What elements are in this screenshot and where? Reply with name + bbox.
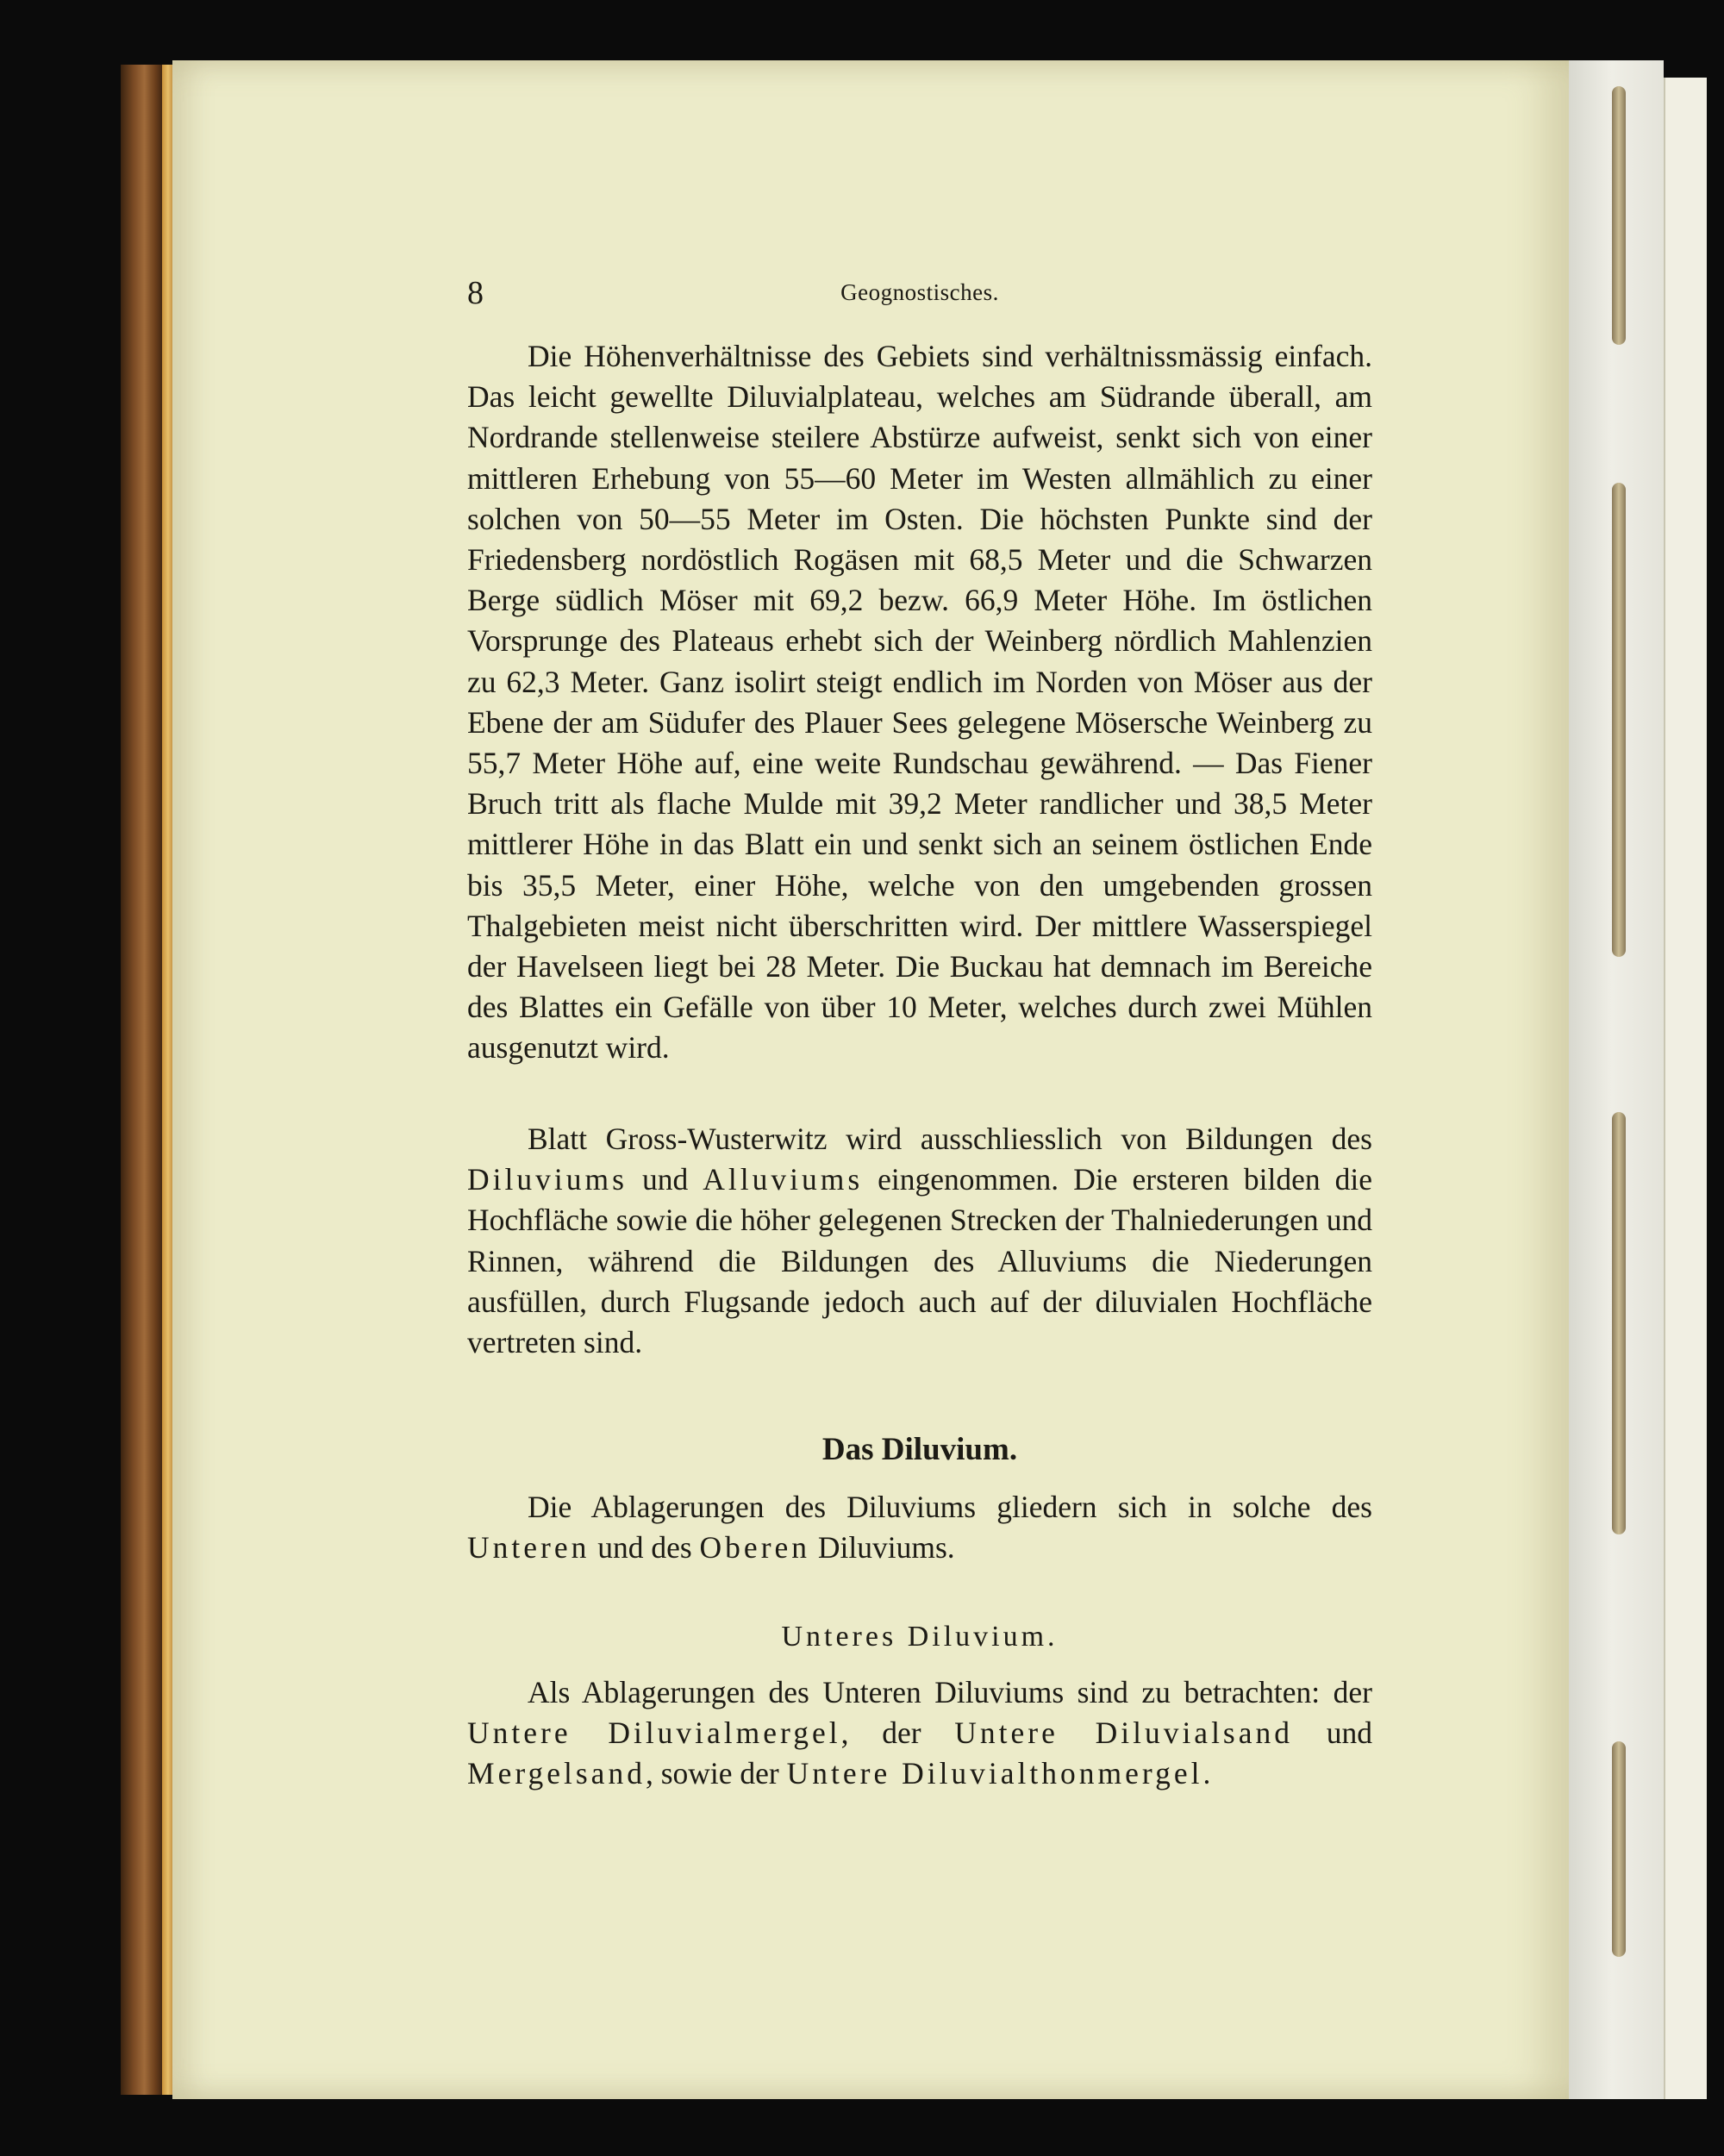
section-heading: Das Diluvium. bbox=[821, 1432, 1018, 1467]
term-oberen: Oberen bbox=[699, 1530, 811, 1565]
page-header bbox=[467, 274, 1372, 317]
paragraph-lower-diluvium: Als Ablagerungen des Unteren Diluviums sind zu betrachten: der Untere Diluvialmergel, der Untere Diluvialsand und Mergelsand, sowie der Untere Diluvialthonmergel. bbox=[467, 1675, 1372, 1791]
term-alluvium: Alluviums bbox=[703, 1162, 864, 1197]
page-number: 8 bbox=[467, 275, 484, 311]
paragraph-diluvium-division: Die Ablagerungen des Diluviums gliedern sich in solche des Unteren und des Oberen Diluviums. bbox=[467, 1490, 1372, 1565]
term-unteren: Unteren bbox=[467, 1530, 590, 1565]
binding-thread-1 bbox=[1612, 86, 1626, 345]
term-diluvium: Diluviums bbox=[467, 1162, 628, 1197]
binding-thread-2 bbox=[1612, 483, 1626, 957]
paragraph-elevation: Die Höhenverhältnisse des Gebiets sind verhältnissmässig einfach. Das leicht gewellte Diluvialplateau, welches am Südrande überall, am Nordrande stellenweise steilere Abstürze aufweist, senkt sich von einer mittleren Erhebung von 55—60 Meter im Westen allmählich zu einer solchen von 50—55 Meter im Osten. Die höchsten Punkte sind der Friedensberg nordöstlich Rogäsen mit 68,5 Meter und die Schwarzen Berge südlich Möser mit 69,2 bezw. 66,9 Meter Höhe. Im östlichen Vorsprunge des Plateaus erhebt sich der Weinberg nördlich Mahlenzien zu 62,3 Meter. Ganz isolirt steigt endlich im Norden von Möser aus der Ebene der am Südufer des Plauer Sees gelegene Mösersche Weinberg zu 55,7 Meter Höhe auf, eine weite Rundschau gewährend. — Das Fiener Bruch tritt als flache Mulde mit 39,2 Meter randlicher und 38,5 Meter mittlerer Höhe in das Blatt ein und senkt sich an seinem östlichen Ende bis 35,5 Meter, einer Höhe, welche von den umgebenden grossen Thalgebieten meist nicht überschritten wird. Der mittlere Wasserspiegel der Havelseen liegt bei 28 Meter. Die Buckau hat demnach im Bereiche des Blattes ein Gefälle von über 10 Meter, welches durch zwei Mühlen ausgenutzt wird. bbox=[467, 339, 1372, 1066]
next-page-edge bbox=[1664, 78, 1707, 2099]
term-untere-diluvialmergel: Untere Diluvialmergel bbox=[467, 1715, 841, 1751]
paragraph-formations: Blatt Gross-Wusterwitz wird ausschliesslich von Bildungen des Diluviums und Alluviums eingenommen. Die ersteren bilden die Hochfläche sowie die höher gelegenen Strecken der Thalniederungen und Rinnen, während die Bildungen des Alluviums die Niederungen ausfüllen, durch Flugsande jedoch auch auf der diluvialen Hochfläche vertreten sind. bbox=[467, 1122, 1373, 1360]
running-head: Geognostisches. bbox=[840, 279, 999, 305]
binding-thread-3 bbox=[1612, 1112, 1626, 1534]
binding-thread-4 bbox=[1612, 1741, 1626, 1957]
term-untere-diluvialsand: Untere Diluvialsand bbox=[954, 1715, 1293, 1751]
book-binding bbox=[121, 65, 164, 2095]
term-untere-diluvialthonmergel: Untere Diluvialthonmergel bbox=[786, 1756, 1203, 1791]
term-mergelsand: Mergelsand bbox=[467, 1756, 646, 1791]
subsection-heading: Unteres Diluvium. bbox=[781, 1621, 1059, 1653]
